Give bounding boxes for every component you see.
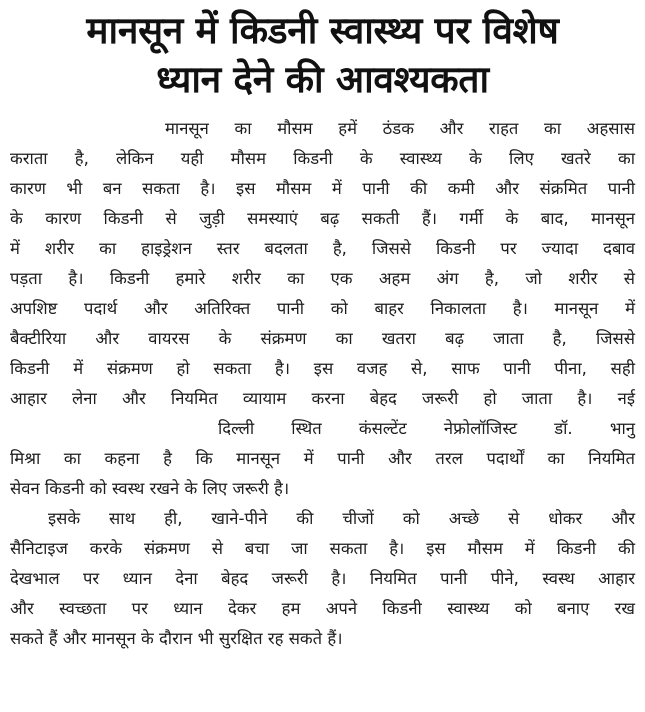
body-line: सकते हैं और मानसून के दौरान भी सुरक्षित रह सकते हैं।: [10, 629, 343, 648]
body-line: अपशिष्ट पदार्थ और अतिरिक्त पानी को बाहर निकालता है। मानसून में: [10, 299, 635, 318]
body-line: सेवन किडनी को स्वस्थ रखने के लिए जरूरी है।: [10, 479, 290, 498]
body-line: दिल्ली स्थित कंसल्टेंट नेफ्रोलॉजिस्ट डॉ. भानु: [218, 419, 635, 438]
body-line: किडनी में संक्रमण हो सकता है। इस वजह से, साफ पानी पीना, सही: [10, 359, 635, 378]
body-line: में शरीर का हाइड्रेशन स्तर बदलता है, जिससे किडनी पर ज्यादा दबाव: [10, 239, 635, 258]
body-line: इसके साथ ही, खाने-पीने की चीजों को अच्छे से धोकर और: [48, 509, 635, 528]
body-line: सैनिटाइज करके संक्रमण से बचा जा सकता है। इस मौसम में किडनी की: [10, 539, 635, 558]
body-line: आहार लेना और नियमित व्यायाम करना बेहद जरूरी हो जाता है। नई: [10, 389, 635, 408]
headline-line-1: मानसून में किडनी स्वास्थ्य पर विशेष: [86, 9, 559, 52]
body-line: मानसून का मौसम हमें ठंडक और राहत का अहसास: [165, 119, 635, 138]
body-line: बैक्टीरिया और वायरस के संक्रमण का खतरा बढ़ जाता है, जिससे: [10, 329, 635, 348]
body-line: कारण भी बन सकता है। इस मौसम में पानी की कमी और संक्रमित पानी: [10, 179, 635, 198]
headline-line-2: ध्यान देने की आवश्यकता: [156, 58, 489, 101]
body-line: पड़ता है। किडनी हमारे शरीर का एक अहम अंग है, जो शरीर से: [10, 269, 635, 288]
body-line: के कारण किडनी से जुड़ी समस्याएं बढ़ सकती हैं। गर्मी के बाद, मानसून: [10, 209, 635, 228]
body-line: मिश्रा का कहना है कि मानसून में पानी और तरल पदार्थों का नियमित: [10, 449, 635, 468]
body-line: देखभाल पर ध्यान देना बेहद जरूरी है। नियमित पानी पीने, स्वस्थ आहार: [10, 569, 635, 588]
body-line: कराता है, लेकिन यही मौसम किडनी के स्वास्थ्य के लिए खतरे का: [10, 149, 635, 168]
body-line: और स्वच्छता पर ध्यान देकर हम अपने किडनी स्वास्थ्य को बनाए रख: [10, 599, 635, 618]
